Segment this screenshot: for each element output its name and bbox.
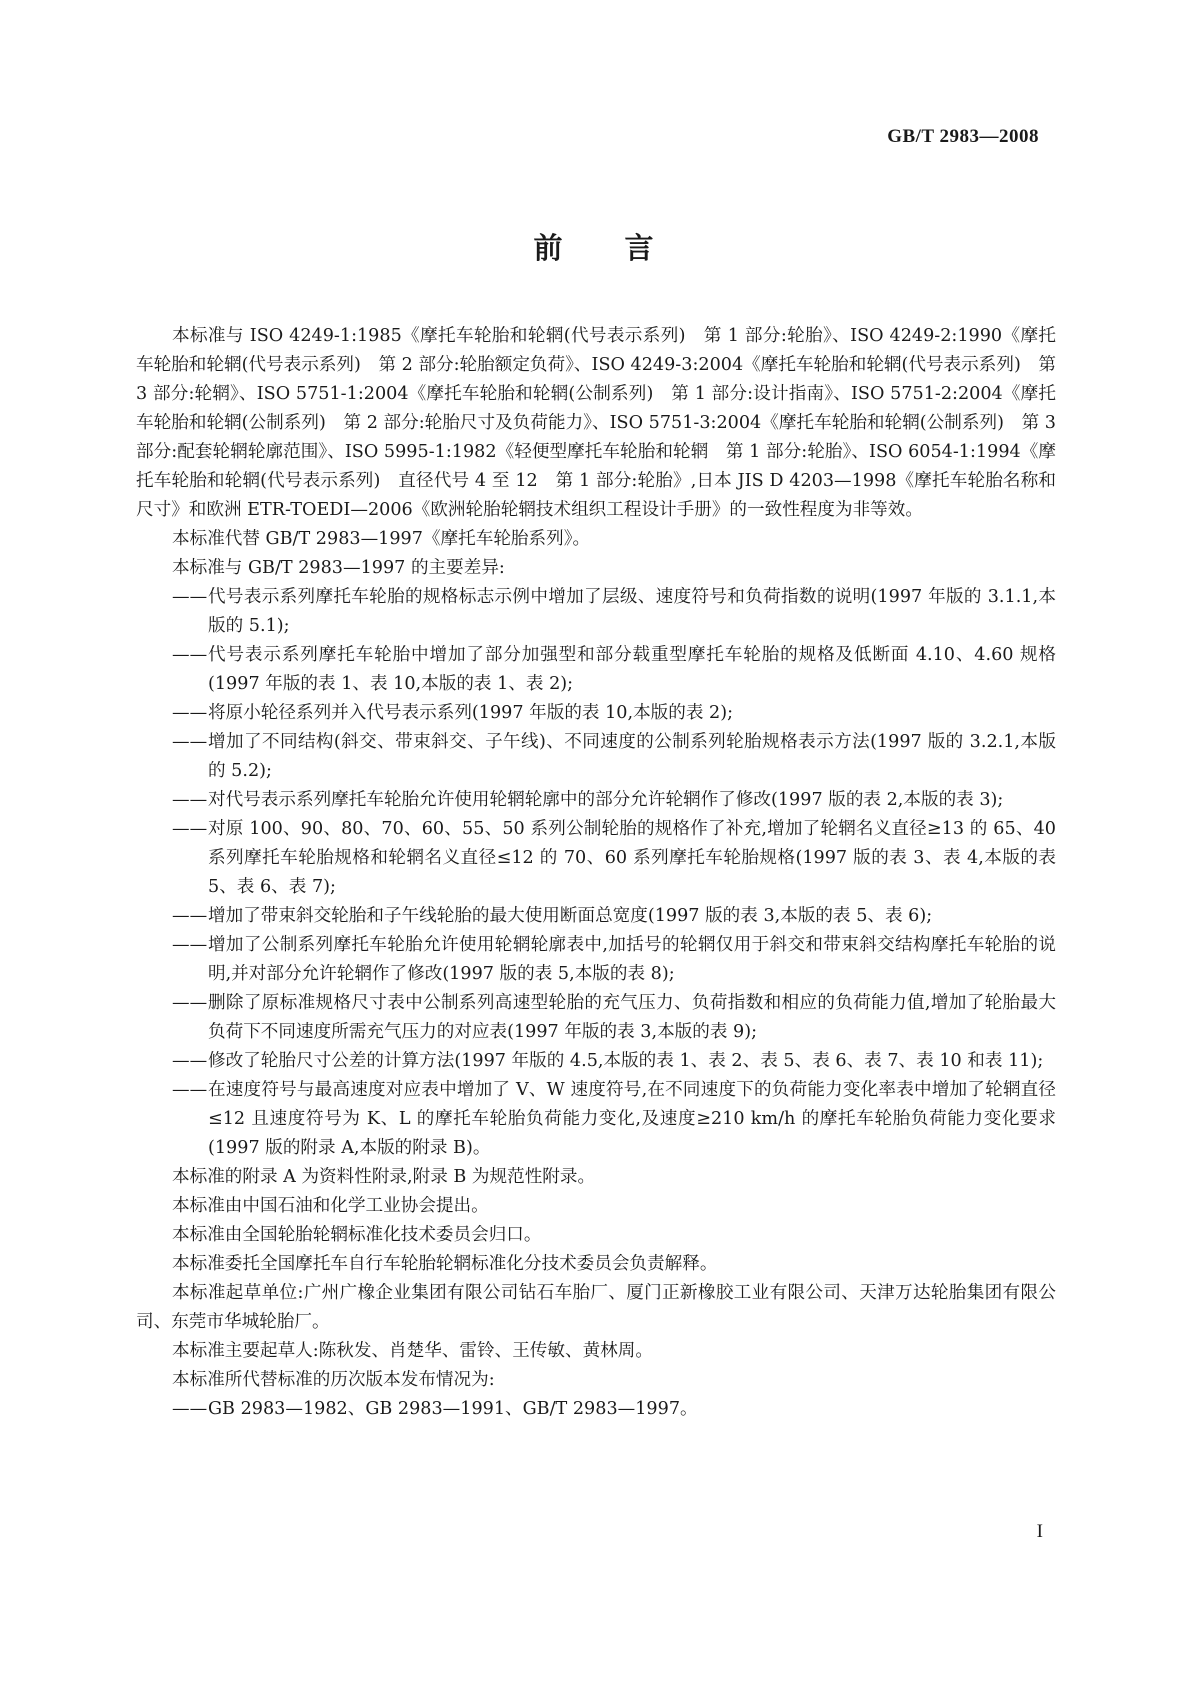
list-item-text: 代号表示系列摩托车轮胎中增加了部分加强型和部分载重型摩托车轮胎的规格及低断面 4.10、4.60 规格(1997 年版的表 1、表 10,本版的表 1、表 2); bbox=[208, 645, 1056, 694]
history-item bbox=[136, 1395, 1056, 1424]
page-number: I bbox=[1036, 1521, 1043, 1542]
list-item bbox=[136, 902, 1056, 931]
list-item bbox=[136, 1076, 1056, 1163]
dash-marker: —— bbox=[172, 732, 208, 752]
paragraph: 本标准的附录 A 为资料性附录,附录 B 为规范性附录。 bbox=[172, 1167, 596, 1187]
list-item bbox=[136, 1047, 1056, 1076]
history-item-text: GB 2983—1982、GB 2983—1991、GB/T 2983—1997。 bbox=[208, 1399, 698, 1419]
list-item bbox=[136, 815, 1056, 902]
paragraph: 本标准与 ISO 4249-1:1985《摩托车轮胎和轮辋(代号表示系列) 第 1 部分:轮胎》、ISO 4249-2:1990《摩托车轮胎和轮辋(代号表示系列) 第 2 部分:轮胎额定负荷》、ISO 4249-3:2004《摩托车轮胎和轮辋(代号表示系列) 第 3 部分:轮辋》、ISO 5751-1:2004《摩托车轮胎和轮辋(公制系列) 第 1 部分:设计指南》、ISO 5751-2:2004《摩托车轮胎和轮辋(公制系列) 第 2 部分:轮胎尺寸及负荷能力》、ISO 5751-3:2004《摩托车轮胎和轮辋(公制系列) 第 3 部分:配套轮辋轮廓范围》、ISO 5995-1:1982《轻便型摩托车轮胎和轮辋 第 1 部分:轮胎》、ISO 6054-1:1994《摩托车轮胎和轮辋(代号表示系列) 直径代号 4 至 12 第 1 部分:轮胎》,日本 JIS D 4203—1998《摩托车轮胎名称和尺寸》和欧洲 ETR-TOEDI—2006《欧洲轮胎轮辋技术组织工程设计手册》的一致性程度为非等效。 bbox=[136, 326, 1056, 520]
dash-marker: —— bbox=[172, 645, 208, 665]
list-item-text: 在速度符号与最高速度对应表中增加了 V、W 速度符号,在不同速度下的负荷能力变化率表中增加了轮辋直径≤12 且速度符号为 K、L 的摩托车轮胎负荷能力变化,及速度≥210 km/h 的摩托车轮胎负荷能力变化要求(1997 版的附录 A,本版的附录 B)。 bbox=[208, 1080, 1056, 1158]
list-item bbox=[136, 931, 1056, 989]
list-item-text: 将原小轮径系列并入代号表示系列(1997 年版的表 10,本版的表 2); bbox=[208, 703, 734, 723]
differences-list bbox=[136, 583, 1056, 1163]
list-item-text: 修改了轮胎尺寸公差的计算方法(1997 年版的 4.5,本版的表 1、表 2、表 5、表 6、表 7、表 10 和表 11); bbox=[208, 1051, 1044, 1071]
list-item bbox=[136, 786, 1056, 815]
list-item-text: 对原 100、90、80、70、60、55、50 系列公制轮胎的规格作了补充,增加了轮辋名义直径≥13 的 65、40 系列摩托车轮胎规格和轮辋名义直径≤12 的 70、60 系列摩托车轮胎规格(1997 版的表 3、表 4,本版的表 5、表 6、表 7); bbox=[208, 819, 1056, 897]
page-title bbox=[0, 226, 1191, 267]
foreword-body bbox=[136, 322, 1056, 1424]
title-char-1: 前 bbox=[533, 231, 567, 265]
paragraph: 本标准所代替标准的历次版本发布情况为: bbox=[172, 1370, 495, 1390]
dash-marker: —— bbox=[172, 790, 208, 810]
paragraph: 本标准与 GB/T 2983—1997 的主要差异: bbox=[172, 558, 505, 578]
dash-marker: —— bbox=[172, 703, 208, 723]
list-item bbox=[136, 583, 1056, 641]
list-item-text: 增加了不同结构(斜交、带束斜交、子午线)、不同速度的公制系列轮胎规格表示方法(1997 版的 3.2.1,本版的 5.2); bbox=[208, 732, 1056, 781]
list-item-text: 增加了公制系列摩托车轮胎允许使用轮辋轮廓表中,加括号的轮辋仅用于斜交和带束斜交结构摩托车轮胎的说明,并对部分允许轮辋作了修改(1997 版的表 5,本版的表 8); bbox=[208, 935, 1056, 984]
list-item-text: 增加了带束斜交轮胎和子午线轮胎的最大使用断面总宽度(1997 版的表 3,本版的表 5、表 6); bbox=[208, 906, 933, 926]
paragraph: 本标准由中国石油和化学工业协会提出。 bbox=[172, 1196, 489, 1216]
dash-marker: —— bbox=[172, 1399, 208, 1419]
dash-marker: —— bbox=[172, 587, 208, 607]
list-item bbox=[136, 641, 1056, 699]
dash-marker: —— bbox=[172, 906, 208, 926]
paragraph: 本标准委托全国摩托车自行车轮胎轮辋标准化分技术委员会负责解释。 bbox=[172, 1254, 718, 1274]
list-item bbox=[136, 989, 1056, 1047]
paragraph: 本标准由全国轮胎轮辋标准化技术委员会归口。 bbox=[172, 1225, 542, 1245]
list-item-text: 代号表示系列摩托车轮胎的规格标志示例中增加了层级、速度符号和负荷指数的说明(1997 年版的 3.1.1,本版的 5.1); bbox=[208, 587, 1056, 636]
list-item-text: 对代号表示系列摩托车轮胎允许使用轮辋轮廓中的部分允许轮辋作了修改(1997 版的表 2,本版的表 3); bbox=[208, 790, 1004, 810]
paragraph: 本标准代替 GB/T 2983—1997《摩托车轮胎系列》。 bbox=[172, 529, 591, 549]
list-item bbox=[136, 699, 1056, 728]
paragraph: 本标准起草单位:广州广橡企业集团有限公司钻石车胎厂、厦门正新橡胶工业有限公司、天津万达轮胎集团有限公司、东莞市华城轮胎厂。 bbox=[136, 1283, 1056, 1332]
dash-marker: —— bbox=[172, 1080, 208, 1100]
paragraph: 本标准主要起草人:陈秋发、肖楚华、雷铃、王传敏、黄林周。 bbox=[172, 1341, 653, 1361]
standard-code: GB/T 2983—2008 bbox=[887, 126, 1039, 147]
list-item-text: 删除了原标准规格尺寸表中公制系列高速型轮胎的充气压力、负荷指数和相应的负荷能力值,增加了轮胎最大负荷下不同速度所需充气压力的对应表(1997 年版的表 3,本版的表 9); bbox=[208, 993, 1056, 1042]
dash-marker: —— bbox=[172, 935, 208, 955]
dash-marker: —— bbox=[172, 1051, 208, 1071]
list-item bbox=[136, 728, 1056, 786]
title-char-2: 言 bbox=[624, 231, 658, 265]
dash-marker: —— bbox=[172, 819, 208, 839]
dash-marker: —— bbox=[172, 993, 208, 1013]
